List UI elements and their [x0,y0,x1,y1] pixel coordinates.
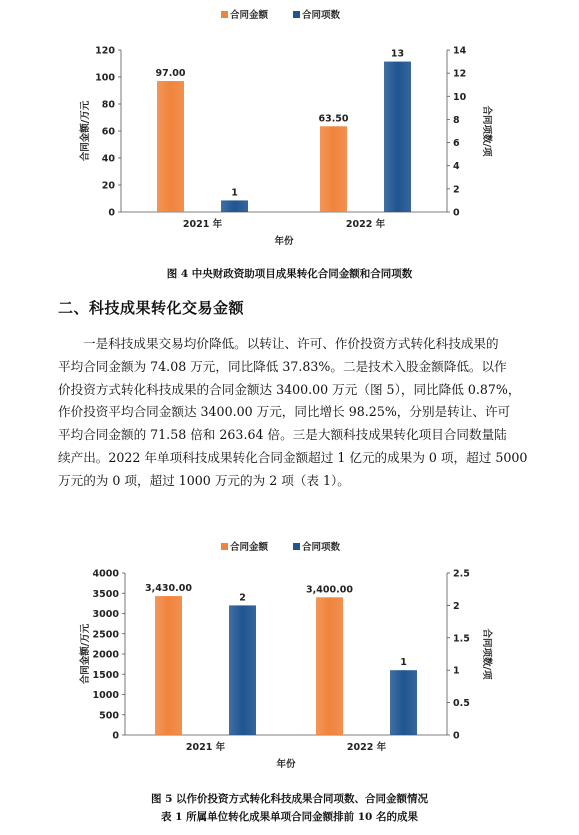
legend-swatch [293,543,300,550]
legend-label: 合同项数 [302,10,341,21]
bar [320,126,347,212]
y-tick-label-right: 4 [453,161,460,173]
bar [221,200,248,212]
bar [155,596,182,735]
y-tick-label-left: 20 [101,180,115,192]
paragraph-line: 平均合同金额为 74.08 万元，同比降低 37.83%。二是技术入股金额降低。以作 [58,358,507,374]
y-tick-label-right: 1.5 [453,633,470,645]
y-tick-label-right: 2 [453,600,460,612]
chart-svg [0,0,579,262]
x-tick-label: 2022 年 [346,742,387,753]
y-tick-label-right: 10 [453,91,467,103]
legend-swatch [293,11,300,18]
y-tick-label-right: 2 [453,184,460,196]
bar [229,605,256,735]
x-tick-label: 2021 年 [185,742,226,753]
y-tick-label-right: 6 [453,138,460,150]
y-tick-label-right: 8 [453,114,460,126]
bar [384,62,411,212]
bar-data-label: 3,400.00 [306,584,353,596]
y-tick-label-right: 2.5 [453,568,470,580]
legend-label: 合同项数 [302,542,341,553]
paragraph-line: 价投资方式转化科技成果的合同金额达 3400.00 万元（图 5），同比降低 0.87%， [58,381,521,397]
y-axis-title-left: 合同金额/万元 [80,100,91,162]
y-tick-label-left: 120 [95,45,115,57]
y-tick-label-left: 1500 [92,669,119,681]
x-axis-title: 年份 [274,236,294,247]
legend-swatch [221,11,228,18]
bar-data-label: 63.50 [318,113,349,125]
bar-data-label: 1 [231,187,238,199]
bar-data-label: 3,430.00 [145,583,192,595]
y-tick-label-left: 80 [101,99,115,111]
y-tick-label-left: 2500 [92,629,119,641]
y-tick-label-left: 60 [101,126,115,138]
y-tick-label-left: 3000 [92,609,119,620]
legend-swatch [221,543,228,550]
y-tick-label-right: 1 [453,665,460,677]
y-tick-label-right: 0 [453,730,460,742]
bar-data-label: 97.00 [155,68,186,80]
section-paragraph [58,333,529,493]
paragraph-line: 一是科技成果交易均价降低。以转让、许可、作价投资方式转化科技成果的 [83,336,499,351]
y-tick-label-right: 12 [453,68,467,80]
paragraph-line: 万元的为 0 项，超过 1000 万元的为 2 项（表 1）。 [58,472,350,488]
y-axis-title-right: 合同项数/项 [481,105,492,157]
x-tick-label: 2021 年 [182,219,223,230]
y-tick-label-right: 0 [453,207,460,219]
y-tick-label-left: 0 [112,730,119,742]
y-tick-label-left: 2000 [92,649,119,661]
chart-svg [0,530,579,780]
figure-5-chart [0,530,579,780]
section-heading: 二、科技成果转化交易金额 [58,299,245,317]
figure-5-caption: 图 5 以作价投资方式转化科技成果合同项数、合同金额情况 [150,793,429,805]
y-tick-label-left: 1000 [92,690,119,701]
bar-data-label: 2 [239,592,246,604]
y-tick-label-left: 0 [108,207,115,219]
bar-data-label: 13 [390,48,405,60]
y-tick-label-right: 14 [453,45,467,57]
table-1-caption: 表 1 所属单位转化成果单项合同金额排前 10 名的成果 [160,811,419,823]
figure-4-chart [0,0,579,262]
y-tick-label-left: 100 [95,72,115,84]
legend-label: 合同金额 [230,10,269,21]
y-tick-label-left: 500 [99,710,119,722]
bar [316,597,343,735]
y-tick-label-right: 0.5 [453,698,470,710]
bar [157,81,184,212]
paragraph-line: 续产出。2022 年单项科技成果转化合同金额超过 1 亿元的成果为 0 项，超过 5000 [58,449,528,465]
y-axis-title-left: 合同金额/万元 [80,623,91,685]
y-tick-label-left: 4000 [92,568,119,580]
figure-4-caption: 图 4 中央财政资助项目成果转化合同金额和合同项数 [166,268,413,280]
y-tick-label-left: 3500 [92,588,119,600]
bar [390,670,417,735]
paragraph-line: 平均合同金额的 71.58 倍和 263.64 倍。三是大额科技成果转化项目合同数量陆 [58,427,507,443]
x-tick-label: 2022 年 [345,219,386,230]
y-axis-title-right: 合同项数/项 [481,628,492,680]
x-axis-title: 年份 [276,759,296,770]
bar-data-label: 1 [400,657,407,669]
y-tick-label-left: 40 [101,153,115,165]
paragraph-line: 作价投资平均合同金额达 3400.00 万元，同比增长 98.25%，分别是转让、许可 [58,404,511,420]
legend-label: 合同金额 [230,542,269,553]
